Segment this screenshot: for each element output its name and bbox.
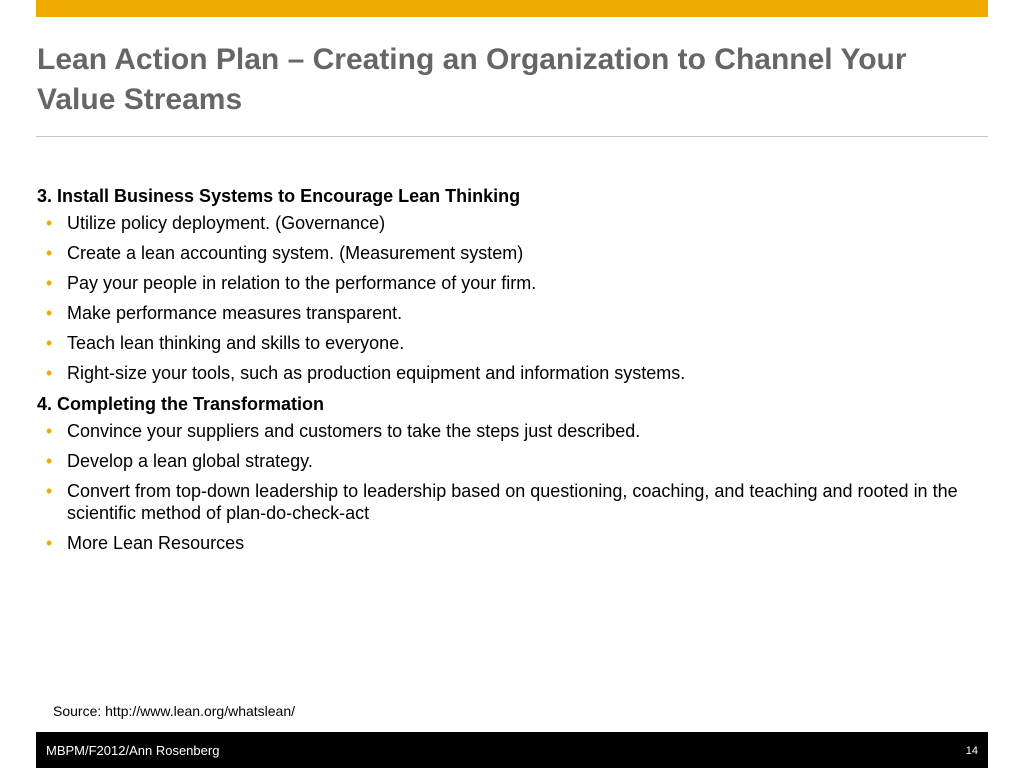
bullet-icon: • xyxy=(46,533,53,553)
list-item-text: Make performance measures transparent. xyxy=(67,303,403,323)
list-item xyxy=(37,480,977,524)
list-item-text: Convert from top-down leadership to leadership based on questioning, coaching, and teaching and rooted in the scientific method of plan-do-check-act xyxy=(67,481,958,523)
source-citation: Source: http://www.lean.org/whatslean/ xyxy=(53,703,296,719)
title-divider xyxy=(36,136,988,137)
list-item xyxy=(37,242,977,264)
footer-bar xyxy=(36,732,988,768)
section-heading: 3. Install Business Systems to Encourage Lean Thinking xyxy=(37,186,521,206)
page-number: 14 xyxy=(965,745,978,757)
list-item-text: More Lean Resources xyxy=(67,533,245,553)
list-item xyxy=(37,532,977,554)
top-accent-bar xyxy=(36,0,988,17)
list-item-text: Utilize policy deployment. (Governance) xyxy=(67,213,386,233)
bullet-icon: • xyxy=(46,481,53,501)
bullet-icon: • xyxy=(46,363,53,383)
list-item-text: Create a lean accounting system. (Measurement system) xyxy=(67,243,524,263)
list-item xyxy=(37,212,977,234)
list-item xyxy=(37,332,977,354)
list-item-text: Teach lean thinking and skills to everyone. xyxy=(67,333,405,353)
bullet-icon: • xyxy=(46,451,53,471)
list-item xyxy=(37,362,977,384)
bullet-icon: • xyxy=(46,273,53,293)
slide-title: Lean Action Plan – Creating an Organization to Channel Your Value Streams xyxy=(37,43,907,116)
list-item xyxy=(37,302,977,324)
bullet-icon: • xyxy=(46,333,53,353)
bullet-list xyxy=(37,212,977,384)
list-item xyxy=(37,420,977,442)
bullet-list xyxy=(37,420,977,554)
bullet-icon: • xyxy=(46,243,53,263)
bullet-icon: • xyxy=(46,421,53,441)
list-item-text: Convince your suppliers and customers to take the steps just described. xyxy=(67,421,641,441)
slide-content xyxy=(37,185,977,563)
bullet-icon: • xyxy=(46,213,53,233)
footer-author: MBPM/F2012/Ann Rosenberg xyxy=(46,743,220,758)
section-completing-transformation xyxy=(37,393,977,554)
list-item xyxy=(37,450,977,472)
section-heading: 4. Completing the Transformation xyxy=(37,394,325,414)
section-business-systems xyxy=(37,185,977,384)
list-item-text: Develop a lean global strategy. xyxy=(67,451,313,471)
list-item-text: Right-size your tools, such as production equipment and information systems. xyxy=(67,363,686,383)
list-item xyxy=(37,272,977,294)
list-item-text: Pay your people in relation to the performance of your firm. xyxy=(67,273,537,293)
bullet-icon: • xyxy=(46,303,53,323)
